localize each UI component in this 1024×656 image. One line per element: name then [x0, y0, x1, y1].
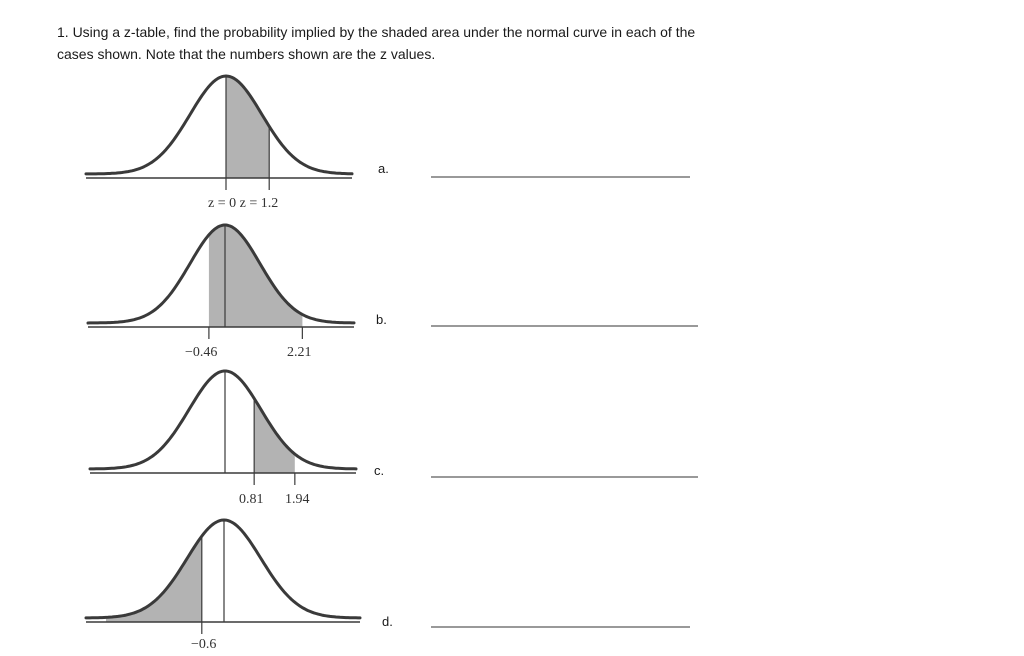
- figure-c: [90, 371, 698, 507]
- figure-d: [86, 520, 690, 652]
- z-label-a: z = 0 z = 1.2: [208, 196, 279, 211]
- z-label-d: −0.6: [191, 637, 217, 652]
- figure-a: [86, 76, 690, 211]
- normal-curve-a: [86, 76, 352, 174]
- z-label-b-right: 2.21: [287, 345, 312, 360]
- shaded-area-d: [106, 536, 202, 622]
- figure-b: [88, 225, 698, 360]
- question-line-1: 1. Using a z-table, find the probability implied by the shaded area under the normal curve in each of the: [57, 24, 696, 40]
- answer-letter-a: a.: [378, 161, 389, 176]
- answer-letter-d: d.: [382, 614, 393, 629]
- normal-curve-d: [86, 520, 360, 618]
- normal-curve-c: [90, 371, 356, 469]
- z-label-b-left: −0.46: [185, 345, 218, 360]
- answer-letter-b: b.: [376, 312, 387, 327]
- shaded-area-b: [209, 225, 303, 327]
- z-label-c-right: 1.94: [285, 492, 310, 507]
- question-line-2: cases shown. Note that the numbers shown are the z values.: [57, 46, 436, 62]
- answer-letter-c: c.: [374, 463, 385, 478]
- z-label-c-left: 0.81: [239, 492, 264, 507]
